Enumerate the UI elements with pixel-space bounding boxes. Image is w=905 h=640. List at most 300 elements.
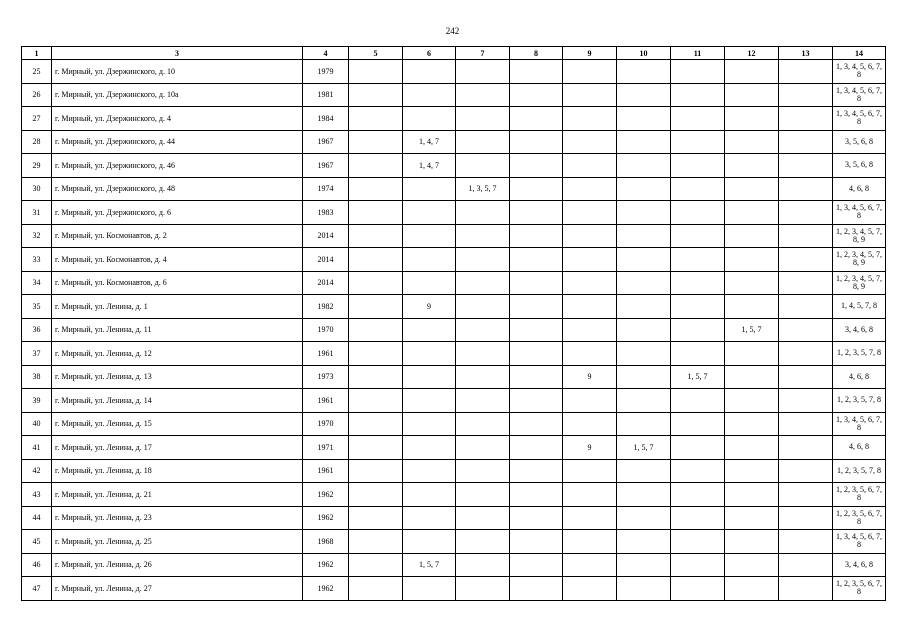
table-cell-c5 [349,154,403,178]
table-cell-c14: 1, 2, 3, 4, 5, 7, 8, 9 [833,224,886,248]
table-row [22,459,886,483]
table-cell-c4: 1979 [303,60,349,84]
table-cell-c4: 1973 [303,365,349,389]
table-cell-c6 [403,201,456,225]
table-cell-c9 [563,224,617,248]
table-cell-c12 [725,553,779,577]
column-header: 9 [563,47,617,60]
table-cell-c5 [349,271,403,295]
table-cell-c1: 43 [22,483,52,507]
table-cell-c11 [671,318,725,342]
table-cell-c10 [617,154,671,178]
table-cell-c8 [510,318,563,342]
table-cell-c12: 1, 5, 7 [725,318,779,342]
table-cell-c13 [779,436,833,460]
table-cell-c8 [510,295,563,319]
table-cell-c5 [349,436,403,460]
table-row [22,295,886,319]
table-cell-c13 [779,201,833,225]
table-cell-c1: 32 [22,224,52,248]
table-cell-c14: 1, 2, 3, 5, 7, 8 [833,459,886,483]
table-cell-c11 [671,342,725,366]
table-cell-c14: 4, 6, 8 [833,436,886,460]
table-cell-c6 [403,577,456,601]
column-header: 11 [671,47,725,60]
table-row [22,365,886,389]
table-cell-c10 [617,553,671,577]
table-cell-c6 [403,83,456,107]
table-cell-c3: г. Мирный, ул. Дзержинского, д. 4 [52,107,303,131]
table-row [22,389,886,413]
table-cell-c10 [617,342,671,366]
table-cell-c11 [671,530,725,554]
table-cell-c7 [456,530,510,554]
table-cell-c11 [671,60,725,84]
table-cell-c9 [563,530,617,554]
table-cell-c14: 1, 3, 4, 5, 6, 7, 8 [833,107,886,131]
table-body [22,60,886,601]
table-cell-c1: 27 [22,107,52,131]
table-cell-c5 [349,483,403,507]
table-cell-c8 [510,436,563,460]
table-cell-c10 [617,577,671,601]
column-header: 5 [349,47,403,60]
table-cell-c5 [349,553,403,577]
table-cell-c3: г. Мирный, ул. Дзержинского, д. 6 [52,201,303,225]
table-cell-c4: 1962 [303,483,349,507]
table-cell-c7 [456,506,510,530]
table-cell-c10 [617,412,671,436]
table-cell-c4: 1970 [303,412,349,436]
table-cell-c12 [725,248,779,272]
table-cell-c7 [456,412,510,436]
table-cell-c10 [617,201,671,225]
table-cell-c13 [779,483,833,507]
table-cell-c1: 25 [22,60,52,84]
table-cell-c6 [403,436,456,460]
table-cell-c9 [563,483,617,507]
table-cell-c12 [725,412,779,436]
table-cell-c7 [456,577,510,601]
table-cell-c3: г. Мирный, ул. Ленина, д. 18 [52,459,303,483]
table-cell-c14: 4, 6, 8 [833,365,886,389]
table-cell-c8 [510,271,563,295]
table-cell-c8 [510,107,563,131]
table-cell-c10 [617,506,671,530]
table-cell-c14: 1, 2, 3, 5, 6, 7, 8 [833,483,886,507]
table-cell-c6: 1, 5, 7 [403,553,456,577]
table-cell-c13 [779,60,833,84]
table-cell-c9 [563,83,617,107]
table-cell-c7 [456,201,510,225]
table-cell-c11 [671,295,725,319]
column-header: 4 [303,47,349,60]
table-cell-c6 [403,107,456,131]
table-cell-c14: 1, 2, 3, 5, 6, 7, 8 [833,577,886,601]
table-cell-c12 [725,271,779,295]
table-row [22,506,886,530]
table-cell-c8 [510,154,563,178]
table-cell-c12 [725,577,779,601]
table-cell-c5 [349,224,403,248]
column-header: 8 [510,47,563,60]
table-cell-c12 [725,154,779,178]
table-cell-c8 [510,577,563,601]
table-cell-c4: 2014 [303,271,349,295]
table-cell-c13 [779,459,833,483]
table-cell-c6 [403,342,456,366]
table-cell-c5 [349,318,403,342]
table-cell-c6 [403,60,456,84]
table-cell-c1: 29 [22,154,52,178]
table-cell-c11 [671,248,725,272]
table-cell-c11 [671,130,725,154]
table-row [22,342,886,366]
table-cell-c4: 1971 [303,436,349,460]
table-cell-c9 [563,130,617,154]
table-cell-c1: 31 [22,201,52,225]
table-cell-c14: 3, 4, 6, 8 [833,553,886,577]
table-cell-c3: г. Мирный, ул. Ленина, д. 12 [52,342,303,366]
table-cell-c3: г. Мирный, ул. Ленина, д. 17 [52,436,303,460]
table-cell-c11 [671,224,725,248]
table-cell-c6 [403,224,456,248]
table-cell-c12 [725,224,779,248]
table-cell-c10 [617,248,671,272]
table-row [22,224,886,248]
table-cell-c7 [456,271,510,295]
table-cell-c4: 1967 [303,130,349,154]
table-cell-c13 [779,154,833,178]
table-row [22,130,886,154]
table-cell-c1: 41 [22,436,52,460]
table-cell-c9 [563,295,617,319]
table-cell-c8 [510,530,563,554]
table-cell-c6 [403,412,456,436]
table-cell-c4: 1982 [303,295,349,319]
table-cell-c10 [617,177,671,201]
table-row [22,436,886,460]
table-row [22,483,886,507]
table-cell-c13 [779,130,833,154]
table-cell-c6 [403,459,456,483]
table-cell-c13 [779,389,833,413]
table-cell-c12 [725,177,779,201]
table-cell-c6 [403,530,456,554]
table-cell-c1: 28 [22,130,52,154]
table-cell-c9 [563,412,617,436]
table-cell-c5 [349,577,403,601]
table-cell-c3: г. Мирный, ул. Ленина, д. 21 [52,483,303,507]
table-cell-c12 [725,201,779,225]
table-cell-c5 [349,130,403,154]
table-cell-c13 [779,412,833,436]
table-cell-c14: 1, 2, 3, 5, 6, 7, 8 [833,506,886,530]
table-cell-c13 [779,83,833,107]
table-cell-c1: 26 [22,83,52,107]
table-cell-c13 [779,177,833,201]
table-cell-c12 [725,506,779,530]
table-cell-c6: 9 [403,295,456,319]
column-header: 14 [833,47,886,60]
table-cell-c8 [510,177,563,201]
column-header: 10 [617,47,671,60]
table-cell-c1: 30 [22,177,52,201]
table-cell-c13 [779,318,833,342]
table-cell-c11 [671,107,725,131]
table-cell-c3: г. Мирный, ул. Космонавтов, д. 6 [52,271,303,295]
table-cell-c5 [349,389,403,413]
table-cell-c4: 1981 [303,83,349,107]
table-cell-c3: г. Мирный, ул. Дзержинского, д. 48 [52,177,303,201]
table-cell-c7 [456,60,510,84]
table-cell-c7 [456,389,510,413]
table-cell-c7 [456,130,510,154]
table-cell-c14: 1, 3, 4, 5, 6, 7, 8 [833,412,886,436]
table-cell-c9 [563,248,617,272]
table-cell-c11 [671,83,725,107]
table-cell-c14: 1, 3, 4, 5, 6, 7, 8 [833,60,886,84]
table-cell-c10 [617,365,671,389]
table-cell-c14: 1, 4, 5, 7, 8 [833,295,886,319]
table-cell-c9 [563,107,617,131]
table-cell-c12 [725,60,779,84]
table-cell-c7 [456,436,510,460]
table-row [22,577,886,601]
table-cell-c7 [456,365,510,389]
table-cell-c10 [617,60,671,84]
table-row [22,83,886,107]
table-cell-c3: г. Мирный, ул. Ленина, д. 27 [52,577,303,601]
table-cell-c9 [563,177,617,201]
table-cell-c13 [779,553,833,577]
table-cell-c14: 1, 3, 4, 5, 6, 7, 8 [833,83,886,107]
table-cell-c8 [510,201,563,225]
table-row [22,154,886,178]
table-cell-c3: г. Мирный, ул. Ленина, д. 26 [52,553,303,577]
table-cell-c5 [349,412,403,436]
table-cell-c10 [617,530,671,554]
table-cell-c9 [563,60,617,84]
table-cell-c9: 9 [563,436,617,460]
table-cell-c9 [563,459,617,483]
table-cell-c3: г. Мирный, ул. Ленина, д. 13 [52,365,303,389]
table-header-row [22,47,886,60]
table-cell-c5 [349,342,403,366]
table-cell-c6: 1, 4, 7 [403,130,456,154]
table-cell-c8 [510,60,563,84]
table-cell-c12 [725,389,779,413]
table-cell-c10 [617,483,671,507]
table-cell-c3: г. Мирный, ул. Дзержинского, д. 10а [52,83,303,107]
table-cell-c7 [456,342,510,366]
table-row [22,530,886,554]
table-cell-c6 [403,389,456,413]
table-cell-c11 [671,483,725,507]
table-cell-c1: 44 [22,506,52,530]
table-cell-c8 [510,248,563,272]
table-cell-c13 [779,342,833,366]
table-cell-c13 [779,295,833,319]
table-cell-c1: 35 [22,295,52,319]
table-cell-c13 [779,248,833,272]
table-cell-c3: г. Мирный, ул. Космонавтов, д. 4 [52,248,303,272]
table-cell-c9 [563,506,617,530]
table-cell-c6 [403,365,456,389]
table-cell-c8 [510,224,563,248]
table-cell-c1: 38 [22,365,52,389]
table-cell-c8 [510,83,563,107]
table-cell-c10 [617,83,671,107]
table-cell-c11: 1, 5, 7 [671,365,725,389]
table-cell-c13 [779,107,833,131]
table-cell-c1: 36 [22,318,52,342]
table-cell-c12 [725,436,779,460]
table-cell-c6 [403,483,456,507]
table-cell-c10 [617,459,671,483]
table-cell-c11 [671,154,725,178]
table-cell-c11 [671,271,725,295]
table-cell-c4: 1984 [303,107,349,131]
table-cell-c14: 1, 2, 3, 5, 7, 8 [833,342,886,366]
table-cell-c14: 1, 2, 3, 4, 5, 7, 8, 9 [833,248,886,272]
column-header: 3 [52,47,303,60]
table-cell-c11 [671,436,725,460]
table-cell-c3: г. Мирный, ул. Дзержинского, д. 44 [52,130,303,154]
table-cell-c11 [671,412,725,436]
table-cell-c7 [456,318,510,342]
table-cell-c8 [510,389,563,413]
table-cell-c3: г. Мирный, ул. Ленина, д. 15 [52,412,303,436]
table-cell-c11 [671,506,725,530]
table-cell-c7 [456,295,510,319]
table-cell-c14: 3, 5, 6, 8 [833,130,886,154]
table-cell-c14: 1, 2, 3, 5, 7, 8 [833,389,886,413]
table-cell-c5 [349,177,403,201]
column-header: 6 [403,47,456,60]
page-number: 242 [445,26,460,36]
table-cell-c4: 1974 [303,177,349,201]
table-cell-c4: 1967 [303,154,349,178]
table-cell-c9 [563,342,617,366]
table-cell-c10 [617,130,671,154]
table-cell-c12 [725,130,779,154]
table-cell-c11 [671,201,725,225]
table-cell-c13 [779,365,833,389]
table-cell-c7 [456,553,510,577]
table-cell-c5 [349,295,403,319]
table-cell-c9 [563,271,617,295]
table-cell-c5 [349,365,403,389]
table-cell-c3: г. Мирный, ул. Ленина, д. 11 [52,318,303,342]
table-cell-c12 [725,365,779,389]
table-cell-c4: 1983 [303,201,349,225]
table-cell-c12 [725,107,779,131]
table-cell-c7 [456,107,510,131]
table-cell-c5 [349,248,403,272]
table-row [22,107,886,131]
table-cell-c1: 46 [22,553,52,577]
table-cell-c8 [510,365,563,389]
table-cell-c9: 9 [563,365,617,389]
table-cell-c14: 1, 3, 4, 5, 6, 7, 8 [833,530,886,554]
table-cell-c11 [671,177,725,201]
table-cell-c7 [456,459,510,483]
table-cell-c3: г. Мирный, ул. Дзержинского, д. 46 [52,154,303,178]
table-cell-c14: 1, 2, 3, 4, 5, 7, 8, 9 [833,271,886,295]
table-cell-c12 [725,530,779,554]
table-cell-c9 [563,154,617,178]
table-cell-c13 [779,271,833,295]
table-cell-c5 [349,60,403,84]
table-cell-c4: 1962 [303,506,349,530]
table-cell-c5 [349,107,403,131]
table-cell-c1: 42 [22,459,52,483]
table-cell-c6 [403,318,456,342]
table-cell-c6 [403,271,456,295]
table-row [22,248,886,272]
table-cell-c14: 4, 6, 8 [833,177,886,201]
column-header: 7 [456,47,510,60]
table-cell-c10 [617,107,671,131]
table-cell-c10 [617,271,671,295]
table-row [22,553,886,577]
table-cell-c8 [510,459,563,483]
table-cell-c12 [725,83,779,107]
table-cell-c6 [403,248,456,272]
table-cell-c12 [725,483,779,507]
table-cell-c11 [671,577,725,601]
table-cell-c7 [456,154,510,178]
table-row [22,177,886,201]
table-cell-c3: г. Мирный, ул. Космонавтов, д. 2 [52,224,303,248]
table-cell-c9 [563,553,617,577]
table-row [22,60,886,84]
table-cell-c11 [671,553,725,577]
table-cell-c4: 1961 [303,459,349,483]
table-cell-c4: 1961 [303,389,349,413]
table-cell-c1: 40 [22,412,52,436]
table-cell-c13 [779,577,833,601]
table-cell-c13 [779,224,833,248]
table-cell-c1: 45 [22,530,52,554]
table-cell-c8 [510,553,563,577]
table-cell-c5 [349,530,403,554]
table-cell-c1: 33 [22,248,52,272]
table-cell-c4: 1962 [303,553,349,577]
table-row [22,271,886,295]
table-cell-c1: 39 [22,389,52,413]
column-header: 1 [22,47,52,60]
table-cell-c1: 47 [22,577,52,601]
table-cell-c14: 3, 5, 6, 8 [833,154,886,178]
table-cell-c1: 34 [22,271,52,295]
table-cell-c3: г. Мирный, ул. Ленина, д. 14 [52,389,303,413]
table-cell-c5 [349,201,403,225]
table-cell-c8 [510,130,563,154]
column-header: 13 [779,47,833,60]
table-cell-c13 [779,530,833,554]
table-cell-c4: 1970 [303,318,349,342]
table-cell-c5 [349,506,403,530]
table-cell-c10 [617,389,671,413]
table-cell-c11 [671,389,725,413]
table-row [22,201,886,225]
table-row [22,318,886,342]
table-cell-c5 [349,459,403,483]
table-cell-c3: г. Мирный, ул. Ленина, д. 1 [52,295,303,319]
table-cell-c4: 1968 [303,530,349,554]
